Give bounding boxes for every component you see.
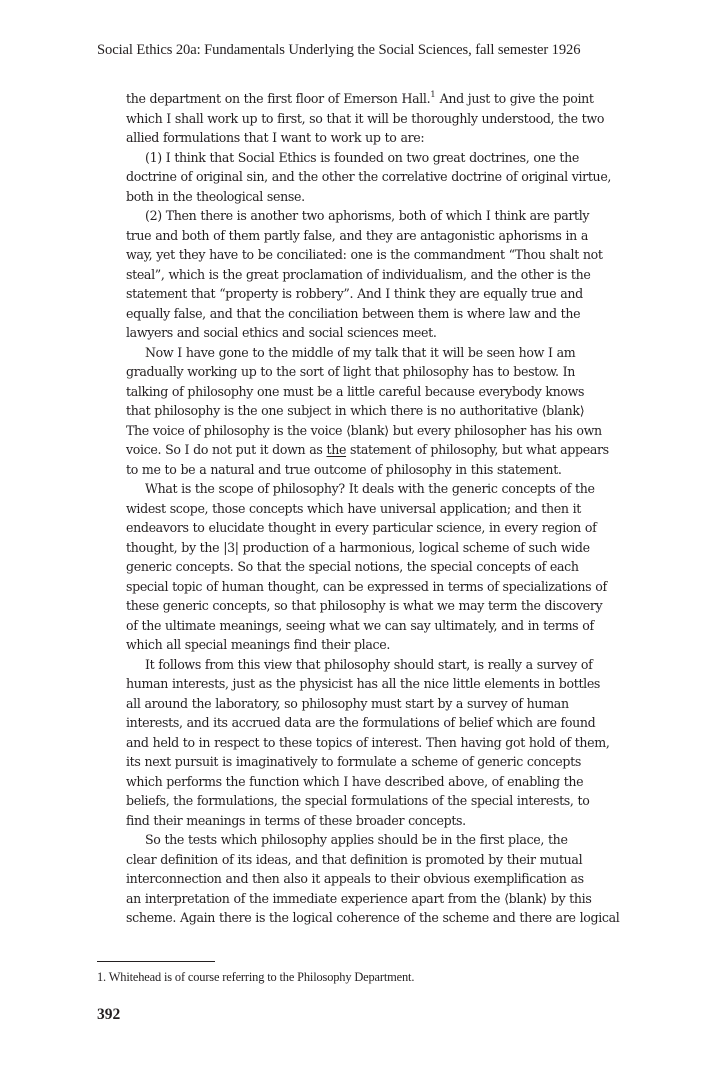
line-text: all around the laboratory, so philosophy must start by a survey of human	[126, 695, 569, 711]
text-line	[126, 674, 626, 694]
line-text: its next pursuit is imaginatively to formulate a scheme of generic concepts	[126, 754, 581, 769]
line-text: lawyers and social ethics and social sciences meet.	[126, 325, 437, 340]
line-text: endeavors to elucidate thought in every particular science, in every region of	[126, 520, 597, 535]
text-line	[126, 89, 626, 109]
footnote-1	[97, 970, 414, 985]
text-line	[126, 694, 626, 714]
line-text: of the ultimate meanings, seeing what we can say ultimately, and in terms of	[126, 617, 594, 633]
text-line	[126, 811, 626, 831]
text-line	[126, 226, 626, 246]
line-text-continued: And just to give the point	[435, 91, 594, 106]
text-line	[126, 791, 626, 811]
line-text: steal”, which is the great proclamation of individualism, and the other is the	[126, 266, 591, 282]
text-line	[126, 421, 626, 441]
line-text: find their meanings in terms of these broader concepts.	[126, 812, 466, 828]
line-text: What is the scope of philosophy? It deals with the generic concepts of the	[145, 481, 595, 496]
text-line	[126, 538, 626, 558]
paragraph-start-line	[126, 655, 626, 675]
text-line	[126, 284, 626, 304]
text-line	[126, 635, 626, 655]
text-line	[126, 440, 626, 460]
line-text: to me to be a natural and true outcome of philosophy in this statement.	[126, 461, 562, 477]
line-text: interconnection and then also it appeals to their obvious exemplification as	[126, 871, 584, 886]
text-line	[126, 850, 626, 870]
text-line	[126, 167, 626, 187]
paragraph-start-line	[126, 479, 626, 499]
text-line	[126, 499, 626, 519]
line-text: special topic of human thought, can be expressed in terms of specializations of	[126, 578, 607, 594]
line-text: (1) I think that Social Ethics is founded on two great doctrines, one the	[145, 149, 579, 165]
text-line	[126, 245, 626, 265]
text-line	[126, 401, 626, 421]
line-text: So the tests which philosophy applies should be in the first place, the	[145, 832, 568, 847]
text-line	[126, 557, 626, 577]
line-text: scheme. Again there is the logical coherence of the scheme and there are logical	[126, 910, 620, 925]
text-line	[126, 382, 626, 402]
paragraph-start-line	[126, 343, 626, 363]
line-text: It follows from this view that philosophy should start, is really a survey of	[145, 656, 593, 672]
paragraph-start-line	[126, 206, 626, 226]
line-text: statement that “property is robbery”. And I think they are equally true and	[126, 286, 583, 301]
line-text: which all special meanings find their place.	[126, 637, 390, 652]
line-text: widest scope, those concepts which have universal application; and then it	[126, 500, 581, 516]
footnote-divider	[97, 961, 215, 962]
line-text: which I shall work up to first, so that it will be thoroughly understood, the two	[126, 110, 605, 126]
line-text: that philosophy is the one subject in which there is no authoritative ⟨blank⟩	[126, 403, 585, 418]
line-text: gradually working up to the sort of light that philosophy has to bestow. In	[126, 364, 576, 379]
line-text: true and both of them partly false, and they are antagonistic aphorisms in a	[126, 227, 589, 243]
underlined-emphasis: the	[326, 442, 347, 457]
text-line	[126, 596, 626, 616]
text-line	[126, 733, 626, 753]
line-text: these generic concepts, so that philosophy is what we may term the discovery	[126, 598, 603, 613]
line-text: interests, and its accrued data are the formulations of belief which are found	[126, 715, 596, 730]
line-text: an interpretation of the immediate experience apart from the ⟨blank⟩ by this	[126, 890, 592, 906]
line-text: human interests, just as the physicist has all the nice little elements in bottles	[126, 676, 601, 691]
text-line	[126, 577, 626, 597]
text-line	[126, 362, 626, 382]
footnote-text: Whitehead is of course referring to the Philosophy Department.	[108, 970, 415, 984]
text-line	[126, 713, 626, 733]
text-line	[126, 772, 626, 792]
paragraph-start-line	[126, 148, 626, 168]
line-text: beliefs, the formulations, the special formulations of the special interests, to	[126, 793, 590, 808]
text-line	[126, 889, 626, 909]
line-text: and held to in respect to these topics of interest. Then having got hold of them,	[126, 734, 610, 750]
line-text: doctrine of original sin, and the other the correlative doctrine of original virtue,	[126, 169, 612, 184]
text-line	[126, 109, 626, 129]
line-text: The voice of philosophy is the voice ⟨blank⟩ but every philosopher has his own	[126, 422, 602, 438]
footnote-number: 1.	[97, 970, 106, 984]
paragraph-start-line	[126, 830, 626, 850]
line-text: clear definition of its ideas, and that definition is promoted by their mutual	[126, 851, 583, 867]
line-text: the department on the first floor of Emerson Hall.	[126, 91, 431, 106]
line-text: talking of philosophy one must be a little careful because everybody knows	[126, 383, 585, 399]
line-text: voice. So I do not put it down as	[126, 442, 327, 457]
text-line	[126, 128, 626, 148]
footnote-reference[interactable]: 1	[430, 90, 436, 100]
line-text: Now I have gone to the middle of my talk that it will be seen how I am	[145, 344, 576, 360]
text-line	[126, 869, 626, 889]
line-text: both in the theological sense.	[126, 188, 305, 204]
text-line	[126, 265, 626, 285]
text-line	[126, 187, 626, 207]
text-line	[126, 323, 626, 343]
text-line	[126, 908, 626, 928]
text-line	[126, 752, 626, 772]
line-text: thought, by the |3| production of a harmonious, logical scheme of such wide	[126, 539, 590, 555]
line-text: which performs the function which I have described above, of enabling the	[126, 773, 584, 789]
text-line	[126, 518, 626, 538]
line-text: way, yet they have to be conciliated: one is the commandment “Thou shalt not	[126, 247, 603, 262]
body-text	[126, 89, 626, 928]
page-number: 392	[97, 1006, 121, 1023]
line-text-continued: statement of philosophy, but what appears	[346, 442, 609, 457]
line-text: equally false, and that the conciliation between them is where law and the	[126, 305, 581, 321]
line-text: generic concepts. So that the special notions, the special concepts of each	[126, 559, 579, 574]
text-line	[126, 460, 626, 480]
text-line	[126, 304, 626, 324]
line-text: (2) Then there is another two aphorisms, both of which I think are partly	[145, 208, 590, 223]
running-head: Social Ethics 20a: Fundamentals Underlying the Social Sciences, fall semester 1926	[97, 42, 581, 58]
text-line	[126, 616, 626, 636]
line-text: allied formulations that I want to work up to are:	[126, 130, 425, 145]
